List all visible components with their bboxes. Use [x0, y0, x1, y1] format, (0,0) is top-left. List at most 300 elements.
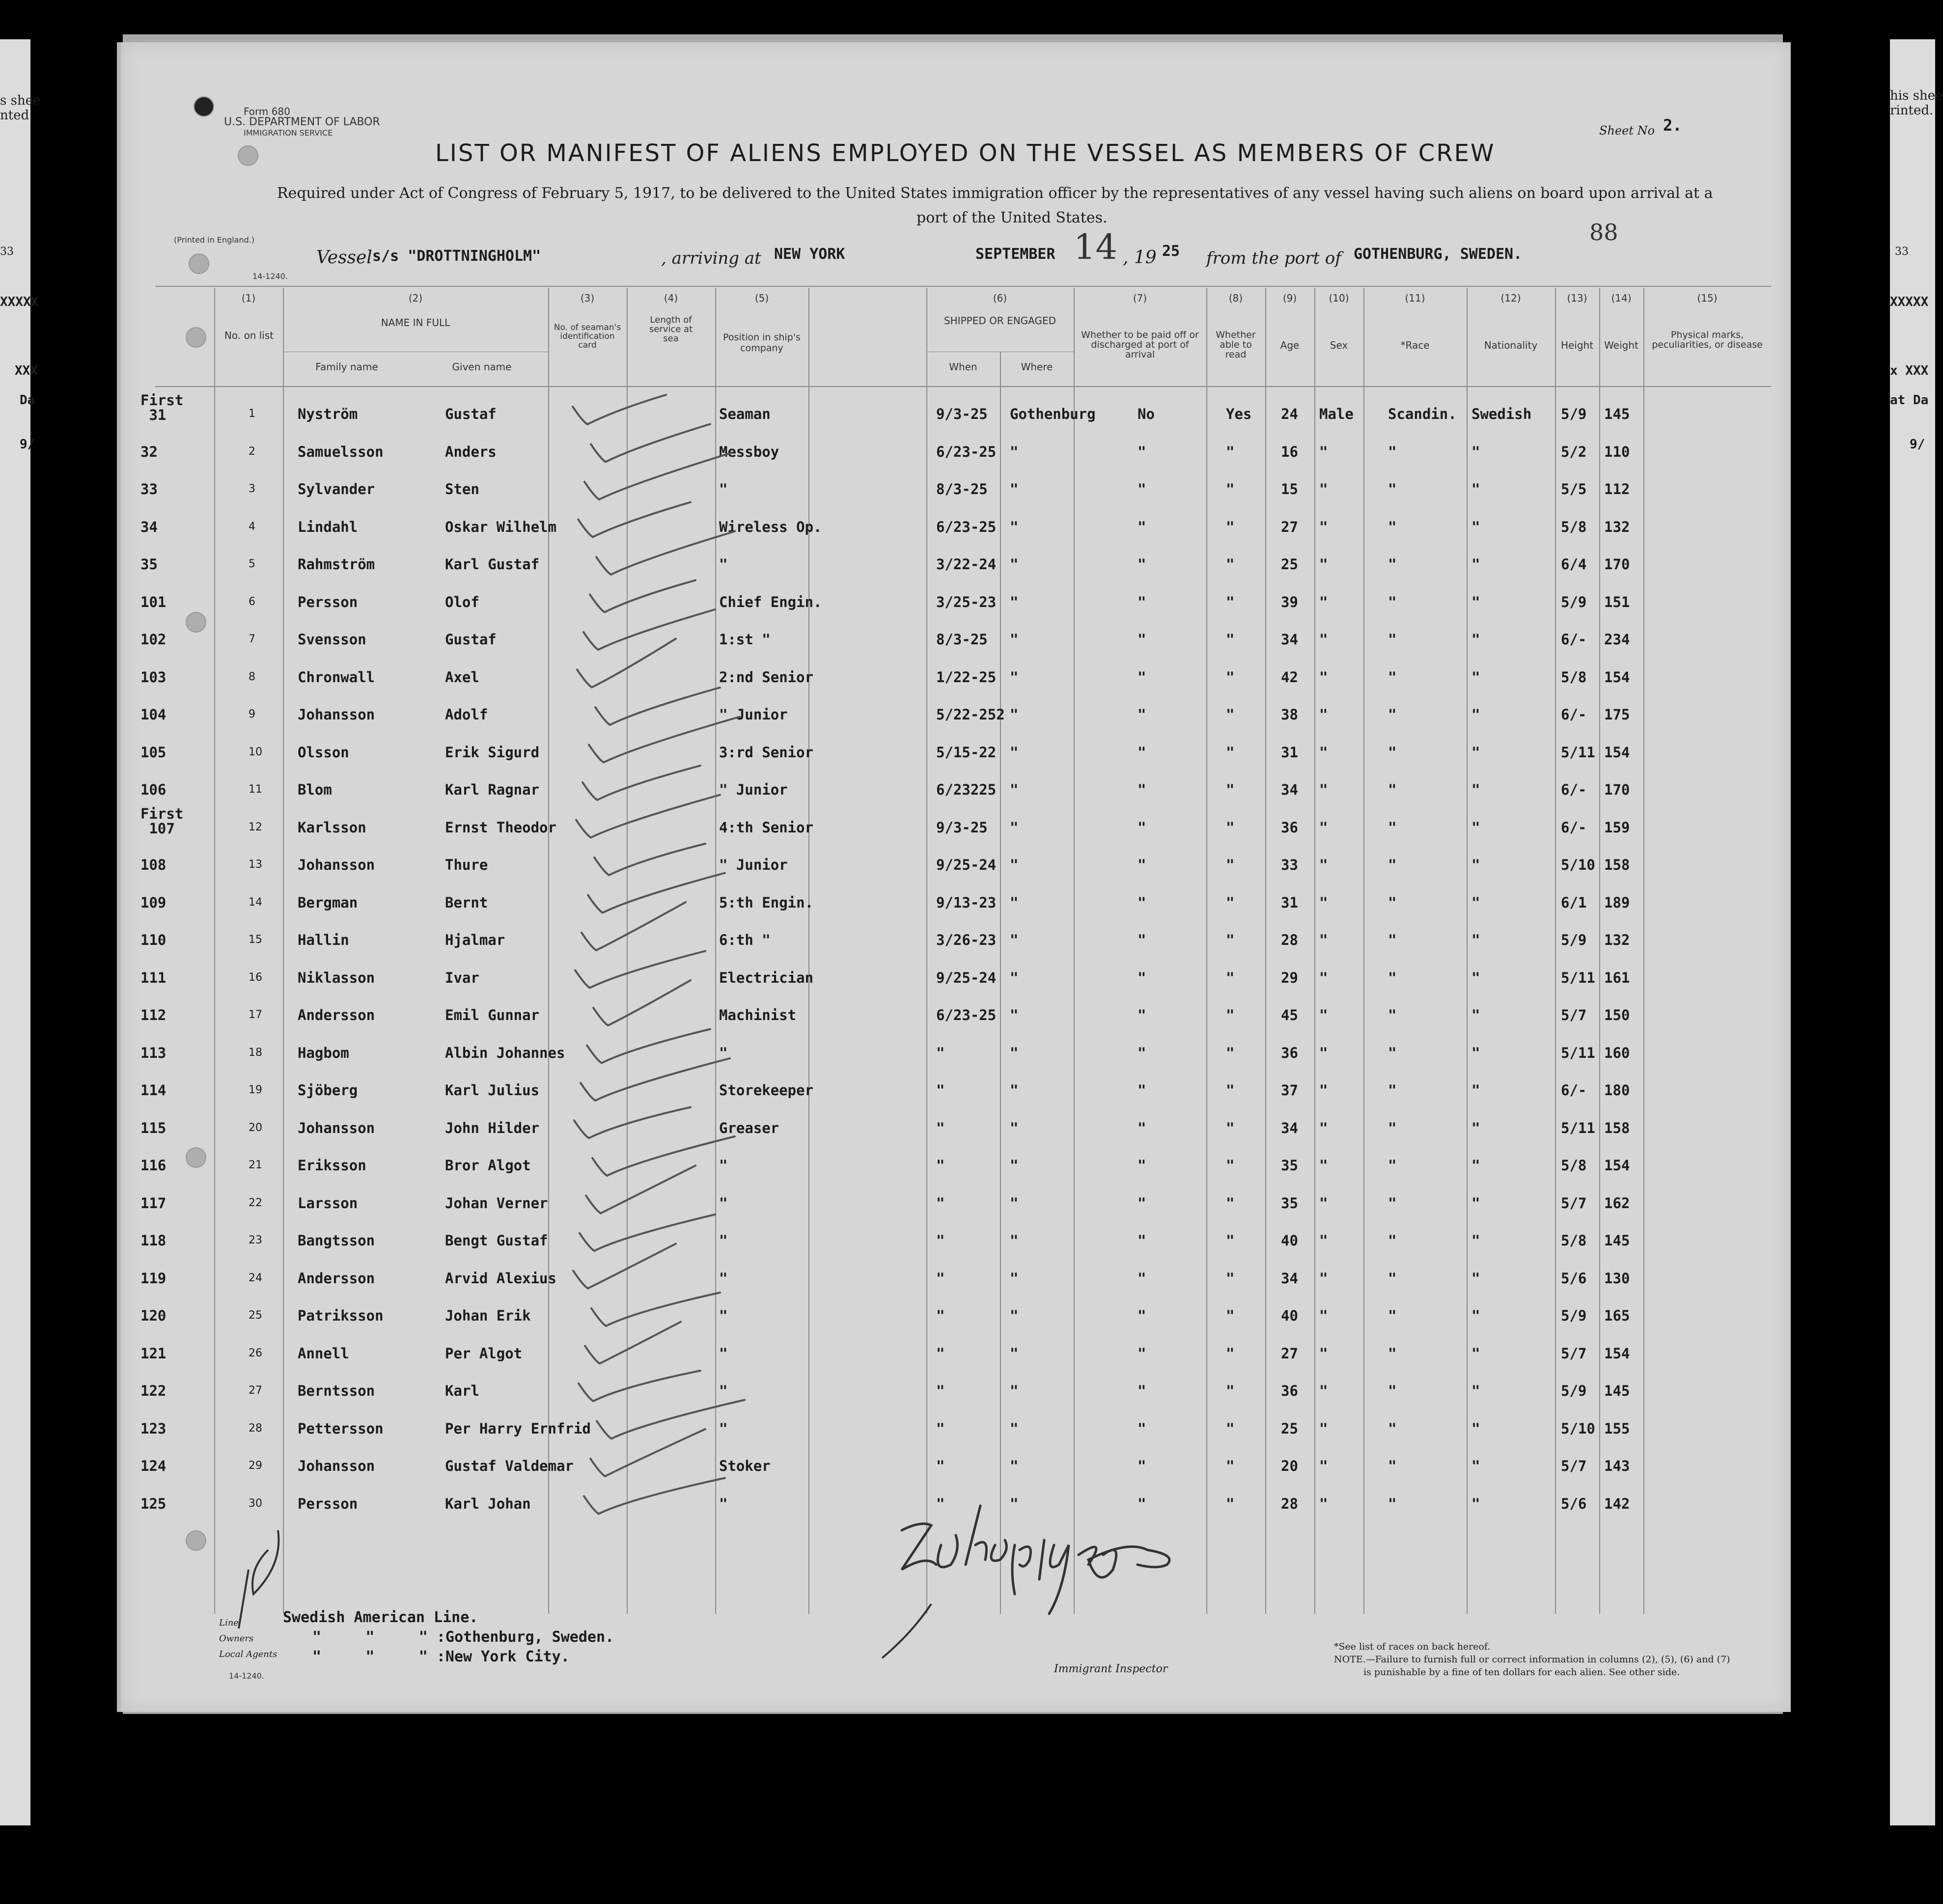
right-adjacent-page — [1890, 39, 1943, 1825]
cell-list-no: 27 — [249, 1384, 262, 1397]
cell-able-to-read: " — [1226, 1157, 1235, 1174]
cell-shipped-when: 1/22-25 — [936, 668, 997, 686]
cell-weight: 154 — [1604, 1157, 1630, 1174]
cell-weight: 151 — [1604, 593, 1630, 610]
cell-given-name: Thure — [445, 856, 488, 873]
cell-manifest-no: 103 — [140, 668, 167, 686]
inspector-label: Immigrant Inspector — [1054, 1663, 1168, 1675]
cell-shipped-when: 3/26-23 — [936, 932, 997, 948]
cell-position: 5:th Engin. — [719, 894, 814, 911]
cell-family-name: Hagbom — [298, 1044, 349, 1061]
cell-height: 5/6 — [1561, 1495, 1587, 1512]
cell-age: 39 — [1281, 593, 1298, 610]
cell-list-no: 6 — [249, 595, 255, 608]
cell-list-no: 4 — [249, 520, 255, 533]
cell-family-name: Samuelsson — [298, 443, 384, 460]
cell-race: " — [1388, 1420, 1397, 1437]
cell-height: 6/- — [1561, 819, 1587, 836]
cell-nationality: " — [1471, 1458, 1480, 1474]
cell-nationality: " — [1471, 856, 1480, 873]
cell-sex: " — [1319, 518, 1328, 535]
cell-able-to-read: " — [1226, 556, 1235, 573]
cell-shipped-when: " — [936, 1044, 945, 1061]
cell-position: 3:rd Senior — [719, 744, 814, 761]
cell-nationality: " — [1471, 1082, 1480, 1099]
cell-list-no: 28 — [249, 1422, 262, 1435]
cell-height: 6/- — [1561, 1082, 1587, 1099]
cell-shipped-when: 3/25-23 — [936, 593, 997, 610]
cell-sex: " — [1319, 1194, 1328, 1212]
cell-list-no: 26 — [249, 1347, 262, 1359]
cell-list-no: 11 — [249, 783, 262, 796]
cell-weight: 161 — [1604, 969, 1630, 986]
cell-given-name: Arvid Alexius — [445, 1269, 556, 1287]
cell-shipped-when: 9/25-24 — [936, 856, 997, 873]
cell-weight: 180 — [1604, 1082, 1630, 1099]
cell-position: " — [719, 481, 728, 497]
cell-given-name: Ivar — [445, 969, 479, 986]
cell-shipped-where: " — [1010, 443, 1019, 460]
cell-race: Scandin. — [1388, 406, 1457, 422]
cell-manifest-no: 111 — [140, 969, 167, 986]
cell-able-to-read: " — [1226, 593, 1235, 610]
cell-nationality: " — [1471, 1194, 1480, 1212]
cell-race: " — [1388, 894, 1397, 911]
cell-able-to-read: " — [1226, 1194, 1235, 1212]
cell-family-name: Rahmström — [298, 556, 375, 573]
left-edge-text: 33 — [0, 246, 14, 258]
cell-race: " — [1388, 706, 1397, 723]
col-label-position: Position in ship's company — [723, 332, 801, 354]
cell-paid-off: " — [1138, 706, 1146, 723]
cell-shipped-where: " — [1010, 1345, 1019, 1362]
cell-sex: " — [1319, 631, 1328, 648]
cell-nationality: " — [1471, 819, 1480, 836]
cell-able-to-read: " — [1226, 1307, 1235, 1324]
cell-weight: 159 — [1604, 819, 1630, 836]
cell-shipped-where: " — [1010, 1382, 1019, 1399]
cell-list-no: 24 — [249, 1271, 262, 1284]
cell-shipped-where: " — [1010, 1269, 1019, 1287]
cell-race: " — [1388, 1307, 1397, 1324]
cell-sex: " — [1319, 856, 1328, 873]
cell-weight: 150 — [1604, 1007, 1630, 1023]
cell-able-to-read: " — [1226, 1232, 1235, 1249]
cell-shipped-when: " — [936, 1458, 945, 1474]
cell-list-no: 10 — [249, 745, 262, 758]
cell-shipped-where: " — [1010, 819, 1019, 836]
cell-race: " — [1388, 1007, 1397, 1023]
cell-age: 25 — [1281, 1420, 1298, 1437]
cell-family-name: Bangtsson — [298, 1232, 375, 1249]
cell-shipped-where: " — [1010, 1420, 1019, 1437]
cell-manifest-no: 120 — [140, 1307, 167, 1324]
col-num-13: (13) — [1567, 292, 1587, 304]
cell-family-name: Johansson — [298, 1119, 375, 1136]
subtitle-line-1: Required under Act of Congress of February 5, 1917, to be delivered to the United States immigration officer by the representatives of any vessel having such aliens on board upon arrival at a — [277, 185, 1713, 202]
right-edge-text: XXXXX — [1890, 295, 1929, 309]
cell-height: 6/4 — [1561, 556, 1587, 573]
cell-given-name: Axel — [445, 668, 479, 686]
left-adjacent-page — [0, 39, 41, 1825]
cell-shipped-where: " — [1010, 856, 1019, 873]
cell-shipped-where: " — [1010, 894, 1019, 911]
cell-position: 6:th " — [719, 932, 771, 948]
cell-race: " — [1388, 1232, 1397, 1249]
cell-race: " — [1388, 744, 1397, 761]
col-sub-when: When — [949, 361, 977, 373]
sheet-label: Sheet No — [1599, 124, 1655, 138]
cell-given-name: Johan Verner — [445, 1194, 548, 1212]
cell-height: 5/9 — [1561, 1382, 1587, 1399]
cell-sex: " — [1319, 1269, 1328, 1287]
cell-race: " — [1388, 668, 1397, 686]
cell-position: " — [719, 1157, 728, 1174]
cell-nationality: " — [1471, 668, 1480, 686]
cell-height: 6/- — [1561, 781, 1587, 798]
cell-able-to-read: " — [1226, 481, 1235, 497]
cell-race: " — [1388, 1082, 1397, 1099]
cell-sex: " — [1319, 1157, 1328, 1174]
cell-age: 40 — [1281, 1232, 1298, 1249]
col-sub-family-name: Family name — [315, 361, 378, 373]
cell-age: 33 — [1281, 856, 1298, 873]
cell-paid-off: " — [1138, 1495, 1146, 1512]
cell-position: Machinist — [719, 1007, 797, 1023]
cell-race: " — [1388, 932, 1397, 948]
col-label-paid-off: Whether to be paid off or discharged at port of arrival — [1081, 330, 1199, 360]
cell-race: " — [1388, 593, 1397, 610]
cell-paid-off: " — [1138, 668, 1146, 686]
cell-manifest-no: 112 — [140, 1007, 167, 1023]
cell-race: " — [1388, 481, 1397, 497]
cell-age: 20 — [1281, 1458, 1298, 1474]
cell-age: 40 — [1281, 1307, 1298, 1324]
cell-family-name: Persson — [298, 1495, 358, 1512]
inspector-signature — [121, 42, 1791, 1712]
cell-able-to-read: " — [1226, 631, 1235, 648]
cell-paid-off: " — [1138, 856, 1146, 873]
cell-shipped-where: " — [1010, 1495, 1019, 1512]
col-label-able-to-read: Whether able to read — [1216, 330, 1256, 360]
cell-shipped-when: 6/23-25 — [936, 1007, 997, 1023]
cell-able-to-read: " — [1226, 969, 1235, 986]
cell-family-name: Bergman — [298, 894, 358, 911]
cell-height: 5/10 — [1561, 856, 1595, 873]
cell-nationality: " — [1471, 1269, 1480, 1287]
cell-family-name: Pettersson — [298, 1420, 384, 1437]
subtitle-line-2: port of the United States. — [916, 209, 1108, 226]
cell-age: 16 — [1281, 443, 1298, 460]
cell-height: 5/8 — [1561, 518, 1587, 535]
cell-given-name: Karl Johan — [445, 1495, 531, 1512]
cell-paid-off: No — [1138, 406, 1155, 422]
cell-family-name: Johansson — [298, 706, 375, 723]
cell-given-name: Emil Gunnar — [445, 1007, 540, 1023]
cell-race: " — [1388, 518, 1397, 535]
cell-given-name: John Hilder — [445, 1119, 540, 1136]
cell-age: 36 — [1281, 819, 1298, 836]
cell-able-to-read: " — [1226, 1119, 1235, 1136]
cell-list-no: 22 — [249, 1196, 262, 1209]
cell-able-to-read: " — [1226, 856, 1235, 873]
cell-paid-off: " — [1138, 969, 1146, 986]
cell-manifest-no: 122 — [140, 1382, 167, 1399]
col-sub-given-name: Given name — [452, 361, 512, 373]
cell-shipped-where: " — [1010, 969, 1019, 986]
cell-race: " — [1388, 1157, 1397, 1174]
cell-given-name: Bror Algot — [445, 1157, 531, 1174]
penalty-note-2: is punishable by a fine of ten dollars for each alien. See other side. — [1363, 1667, 1680, 1678]
cell-sex: " — [1319, 1232, 1328, 1249]
cell-paid-off: " — [1138, 518, 1146, 535]
vessel-label: Vessel — [316, 248, 372, 268]
arrival-port: NEW YORK — [774, 246, 845, 263]
cell-weight: 154 — [1604, 1345, 1630, 1362]
cell-paid-off: " — [1138, 781, 1146, 798]
cell-shipped-when: " — [936, 1232, 945, 1249]
cell-height: 5/7 — [1561, 1194, 1587, 1212]
department-name: U.S. DEPARTMENT OF LABOR — [224, 116, 380, 128]
cell-family-name: Johansson — [298, 856, 375, 873]
cell-paid-off: " — [1138, 1420, 1146, 1437]
cell-list-no: 25 — [249, 1309, 262, 1322]
cell-manifest-no: 34 — [140, 518, 158, 535]
left-edge-text: s shee — [0, 93, 41, 108]
cell-able-to-read: " — [1226, 1495, 1235, 1512]
cell-able-to-read: " — [1226, 518, 1235, 535]
cell-nationality: " — [1471, 443, 1480, 460]
cell-able-to-read: " — [1226, 706, 1235, 723]
cell-position: " — [719, 1044, 728, 1061]
cell-sex: " — [1319, 969, 1328, 986]
cell-given-name: Per Algot — [445, 1345, 523, 1362]
cell-age: 42 — [1281, 668, 1298, 686]
arrival-day-handwritten: 14 — [1074, 227, 1118, 267]
cell-shipped-when: " — [936, 1269, 945, 1287]
cell-list-no: 7 — [249, 633, 255, 645]
cell-age: 35 — [1281, 1194, 1298, 1212]
cell-shipped-where: " — [1010, 1044, 1019, 1061]
cell-weight: 234 — [1604, 631, 1630, 648]
cell-family-name: Berntsson — [298, 1382, 375, 1399]
cell-nationality: " — [1471, 1382, 1480, 1399]
cell-sex: " — [1319, 1420, 1328, 1437]
cell-shipped-where: " — [1010, 631, 1019, 648]
cell-position: Messboy — [719, 443, 779, 460]
cell-sex: " — [1319, 1119, 1328, 1136]
cell-manifest-no: 118 — [140, 1232, 167, 1249]
service-name: IMMIGRATION SERVICE — [244, 128, 333, 138]
cell-given-name: Ernst Theodor — [445, 819, 556, 836]
cell-sex: " — [1319, 819, 1328, 836]
cell-manifest-no: 104 — [140, 706, 167, 723]
cell-sex: " — [1319, 744, 1328, 761]
cell-height: 5/11 — [1561, 744, 1595, 761]
form-code: 14-1240. — [252, 272, 288, 281]
cell-given-name: Sten — [445, 481, 479, 497]
cell-race: " — [1388, 1495, 1397, 1512]
col-label-name: NAME IN FULL — [381, 317, 450, 329]
right-edge-text: rinted. — [1890, 103, 1934, 118]
cell-position: " Junior — [719, 781, 788, 798]
cell-height: 5/8 — [1561, 668, 1587, 686]
cell-age: 25 — [1281, 556, 1298, 573]
cell-paid-off: " — [1138, 1232, 1146, 1249]
printed-note: (Printed in England.) — [174, 235, 255, 245]
cell-list-no: 29 — [249, 1460, 262, 1472]
cell-paid-off: " — [1138, 1307, 1146, 1324]
cell-weight: 143 — [1604, 1458, 1630, 1474]
cell-nationality: " — [1471, 781, 1480, 798]
cell-able-to-read: " — [1226, 1382, 1235, 1399]
cell-shipped-when: 9/3-25 — [936, 406, 988, 422]
cell-list-no: 15 — [249, 934, 262, 946]
cell-paid-off: " — [1138, 819, 1146, 836]
cell-paid-off: " — [1138, 1082, 1146, 1099]
cell-sex: " — [1319, 481, 1328, 497]
cell-shipped-when: 9/13-23 — [936, 894, 997, 911]
col-num-2: (2) — [408, 292, 423, 304]
col-num-7: (7) — [1133, 292, 1147, 304]
cell-paid-off: " — [1138, 481, 1146, 497]
cell-position: " — [719, 1307, 728, 1324]
cell-paid-off: " — [1138, 1007, 1146, 1023]
owners-value: " " " :Gothenburg, Sweden. — [312, 1628, 614, 1646]
cell-position: " — [719, 556, 728, 573]
right-edge-text: his shee — [1890, 88, 1943, 103]
cell-weight: 170 — [1604, 556, 1630, 573]
col-num-15: (15) — [1697, 292, 1718, 304]
cell-height: 5/6 — [1561, 1269, 1587, 1287]
year-prefix: , 19 — [1123, 248, 1157, 268]
col-label-age: Age — [1280, 339, 1300, 351]
cell-paid-off: " — [1138, 631, 1146, 648]
sheet-number: 2. — [1663, 116, 1682, 135]
cell-list-no: 21 — [249, 1159, 262, 1171]
cell-nationality: " — [1471, 1007, 1480, 1023]
cell-given-name: Karl — [445, 1382, 479, 1399]
race-note: *See list of races on back hereof. — [1334, 1641, 1491, 1652]
cell-manifest-no: 105 — [140, 744, 167, 761]
cell-age: 36 — [1281, 1382, 1298, 1399]
cell-nationality: " — [1471, 631, 1480, 648]
cell-weight: 145 — [1604, 1232, 1630, 1249]
col-sub-where: Where — [1021, 361, 1053, 373]
cell-shipped-when: 9/3-25 — [936, 819, 988, 836]
cell-age: 27 — [1281, 1345, 1298, 1362]
cell-nationality: " — [1471, 932, 1480, 948]
cell-height: 5/10 — [1561, 1420, 1595, 1437]
col-label-weight: Weight — [1604, 339, 1638, 351]
cell-weight: 130 — [1604, 1269, 1630, 1287]
cell-able-to-read: " — [1226, 1420, 1235, 1437]
cell-position: Wireless Op. — [719, 518, 822, 535]
cell-manifest-no: 115 — [140, 1119, 167, 1136]
cell-paid-off: " — [1138, 1382, 1146, 1399]
owners-label: Owners — [219, 1633, 254, 1644]
col-label-list-no: No. on list — [224, 330, 274, 341]
cell-manifest-no: 116 — [140, 1157, 167, 1174]
cell-nationality: " — [1471, 894, 1480, 911]
cell-given-name: Oskar Wilhelm — [445, 518, 556, 535]
cell-weight: 145 — [1604, 406, 1630, 422]
cell-manifest-no: 114 — [140, 1082, 167, 1099]
cell-nationality: " — [1471, 969, 1480, 986]
cell-manifest-no: 119 — [140, 1269, 167, 1287]
agents-label: Local Agents — [219, 1649, 278, 1659]
cell-shipped-when: 6/23-25 — [936, 443, 997, 460]
cell-manifest-no: 108 — [140, 856, 167, 873]
page-title: LIST OR MANIFEST OF ALIENS EMPLOYED ON THE VESSEL AS MEMBERS OF CREW — [435, 139, 1496, 167]
cell-shipped-when: " — [936, 1082, 945, 1099]
right-edge-text: x XXX — [1890, 363, 1929, 378]
cell-sex: " — [1319, 593, 1328, 610]
col-num-4: (4) — [664, 292, 678, 304]
cell-family-name: Sylvander — [298, 481, 375, 497]
cell-able-to-read: " — [1226, 1082, 1235, 1099]
cell-shipped-where: " — [1010, 1307, 1019, 1324]
cell-race: " — [1388, 781, 1397, 798]
cell-shipped-where: " — [1010, 1119, 1019, 1136]
cell-given-name: Albin Johannes — [445, 1044, 565, 1061]
cell-sex: " — [1319, 668, 1328, 686]
cell-age: 35 — [1281, 1157, 1298, 1174]
cell-list-no: 9 — [249, 708, 255, 720]
cell-family-name: Karlsson — [298, 819, 366, 836]
cell-age: 34 — [1281, 631, 1298, 648]
cell-sex: " — [1319, 894, 1328, 911]
cell-shipped-when: " — [936, 1382, 945, 1399]
cell-given-name: Gustaf — [445, 406, 497, 422]
cell-position: Stoker — [719, 1458, 771, 1474]
cell-position: " — [719, 1269, 728, 1287]
cell-shipped-when: " — [936, 1307, 945, 1324]
cell-family-name: Niklasson — [298, 969, 375, 986]
cell-position: 4:th Senior — [719, 819, 814, 836]
cell-paid-off: " — [1138, 1269, 1146, 1287]
cell-shipped-when: " — [936, 1345, 945, 1362]
cell-race: " — [1388, 1119, 1397, 1136]
agents-value: " " " :New York City. — [312, 1648, 570, 1665]
cell-list-no: 5 — [249, 558, 255, 570]
cell-nationality: " — [1471, 1307, 1480, 1324]
left-edge-text: Da — [20, 393, 35, 408]
cell-paid-off: " — [1138, 744, 1146, 761]
cell-list-no: 3 — [249, 483, 255, 495]
cell-given-name: Gustaf Valdemar — [445, 1458, 574, 1474]
cell-manifest-no: 124 — [140, 1458, 167, 1474]
cell-able-to-read: " — [1226, 1007, 1235, 1023]
cell-list-no: 23 — [249, 1234, 262, 1246]
cell-weight: 112 — [1604, 481, 1630, 497]
col-num-11: (11) — [1405, 292, 1425, 304]
cell-shipped-when: 6/23-25 — [936, 518, 997, 535]
cell-age: 34 — [1281, 1119, 1298, 1136]
cell-weight: 142 — [1604, 1495, 1630, 1512]
cell-weight: 162 — [1604, 1194, 1630, 1212]
cell-paid-off: " — [1138, 1345, 1146, 1362]
cell-nationality: Swedish — [1471, 406, 1532, 422]
cell-height: 5/7 — [1561, 1458, 1587, 1474]
cell-height: 6/- — [1561, 706, 1587, 723]
cell-manifest-no: 109 — [140, 894, 167, 911]
cell-weight: 175 — [1604, 706, 1630, 723]
cell-shipped-when: 5/15-22 — [936, 744, 997, 761]
cell-race: " — [1388, 1458, 1397, 1474]
cell-age: 28 — [1281, 1495, 1298, 1512]
cell-sex: " — [1319, 556, 1328, 573]
